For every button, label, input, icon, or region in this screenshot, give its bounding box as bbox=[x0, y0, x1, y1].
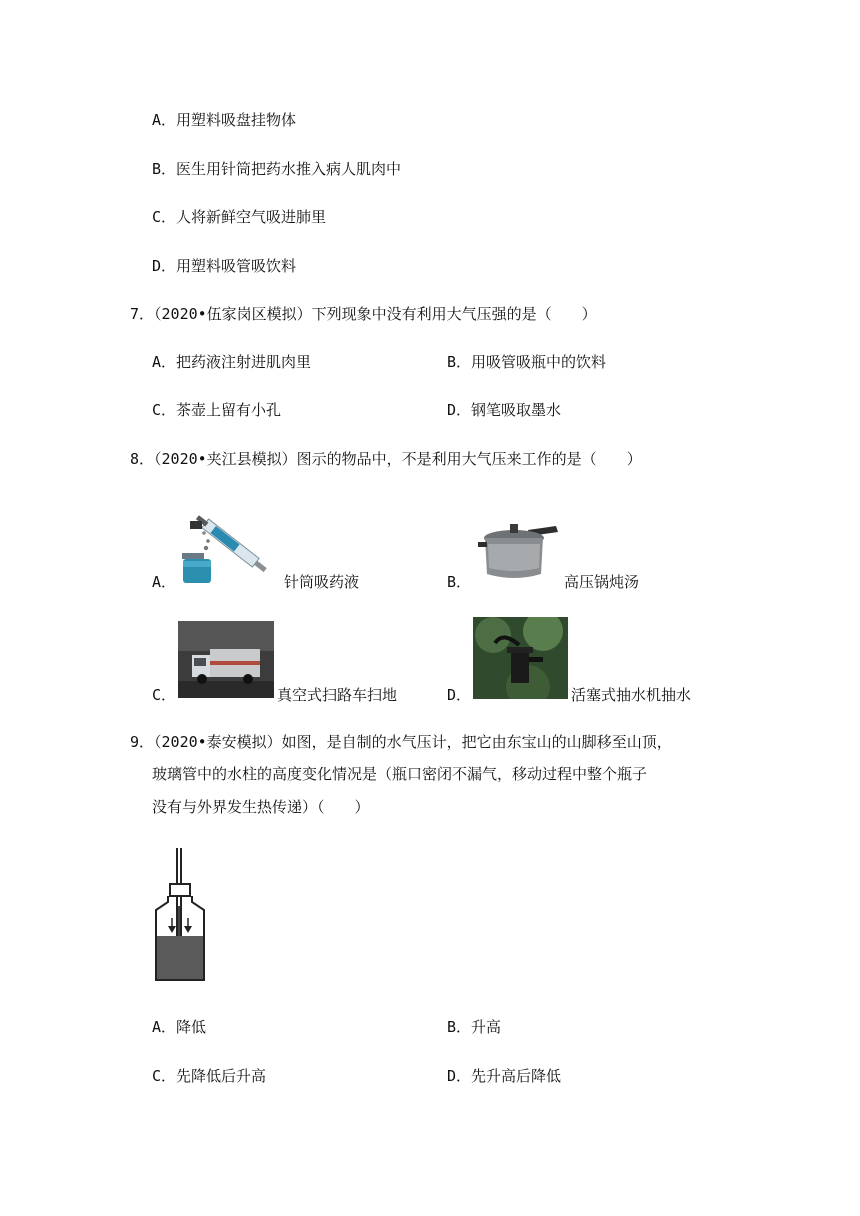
q8-option-c-label: C． bbox=[152, 686, 177, 704]
q8-option-b-label: B． bbox=[447, 573, 472, 591]
street-sweeper-image bbox=[178, 621, 274, 698]
option-text: 降低 bbox=[176, 1018, 207, 1036]
q7-option-c bbox=[152, 400, 281, 420]
q6-option-a bbox=[152, 110, 296, 130]
q6-option-c bbox=[152, 207, 326, 227]
option-text: 茶壶上留有小孔 bbox=[176, 401, 282, 419]
option-text: 钢笔吸取墨水 bbox=[471, 401, 562, 419]
q7-option-a bbox=[152, 352, 311, 372]
option-text: 升高 bbox=[471, 1018, 502, 1036]
option-label: D． bbox=[152, 257, 177, 275]
q8-option-d-text: 活塞式抽水机抽水 bbox=[571, 686, 692, 704]
option-label: C． bbox=[152, 401, 177, 419]
q7-option-d bbox=[447, 400, 561, 420]
option-label: B． bbox=[447, 1018, 472, 1036]
option-text: 医生用针筒把药水推入病人肌肉中 bbox=[176, 160, 402, 178]
option-label: C． bbox=[152, 1067, 177, 1085]
q7-stem: 7．（2020•伍家岗区模拟）下列现象中没有利用大气压强的是（ ） bbox=[130, 305, 597, 323]
q9-stem-line-1: 9．（2020•泰安模拟）如图，是自制的水气压计，把它由东宝山的山脚移至山顶， bbox=[130, 733, 672, 751]
option-text: 先降低后升高 bbox=[176, 1067, 267, 1085]
option-label: A． bbox=[152, 111, 177, 129]
q9-option-a bbox=[152, 1017, 206, 1037]
q9-stem-line-3: 没有与外界发生热传递）（ ） bbox=[152, 798, 370, 816]
option-text: 人将新鲜空气吸进肺里 bbox=[176, 208, 327, 226]
option-text: 先升高后降低 bbox=[471, 1067, 562, 1085]
option-label: C． bbox=[152, 208, 177, 226]
q8-option-b-text: 高压锅炖汤 bbox=[564, 573, 640, 591]
q6-option-b bbox=[152, 159, 401, 179]
option-label: B． bbox=[152, 160, 177, 178]
q7-option-b bbox=[447, 352, 606, 372]
barometer-bottle-image bbox=[148, 848, 212, 984]
option-label: D． bbox=[447, 401, 472, 419]
syringe-image bbox=[178, 503, 280, 585]
piston-pump-image bbox=[473, 617, 568, 699]
q8-option-c-text: 真空式扫路车扫地 bbox=[277, 686, 398, 704]
q8-option-d-label: D． bbox=[447, 686, 472, 704]
q8-stem: 8．（2020•夹江县模拟）图示的物品中，不是利用大气压来工作的是（ ） bbox=[130, 450, 642, 468]
option-text: 用吸管吸瓶中的饮料 bbox=[471, 353, 607, 371]
q9-option-c bbox=[152, 1066, 266, 1086]
q9-stem-line-2: 玻璃管中的水柱的高度变化情况是（瓶口密闭不漏气，移动过程中整个瓶子 bbox=[152, 765, 648, 783]
option-label: A． bbox=[152, 1018, 177, 1036]
option-label: D． bbox=[447, 1067, 472, 1085]
option-label: B． bbox=[447, 353, 472, 371]
option-text: 把药液注射进肌肉里 bbox=[176, 353, 312, 371]
q9-option-b bbox=[447, 1017, 501, 1037]
q6-option-d bbox=[152, 256, 296, 276]
q9-option-d bbox=[447, 1066, 561, 1086]
option-text: 用塑料吸盘挂物体 bbox=[176, 111, 297, 129]
q8-option-a-text: 针筒吸药液 bbox=[284, 573, 360, 591]
option-label: A． bbox=[152, 353, 177, 371]
pressure-cooker-image bbox=[476, 518, 560, 586]
option-text: 用塑料吸管吸饮料 bbox=[176, 257, 297, 275]
q8-option-a-label: A． bbox=[152, 573, 177, 591]
